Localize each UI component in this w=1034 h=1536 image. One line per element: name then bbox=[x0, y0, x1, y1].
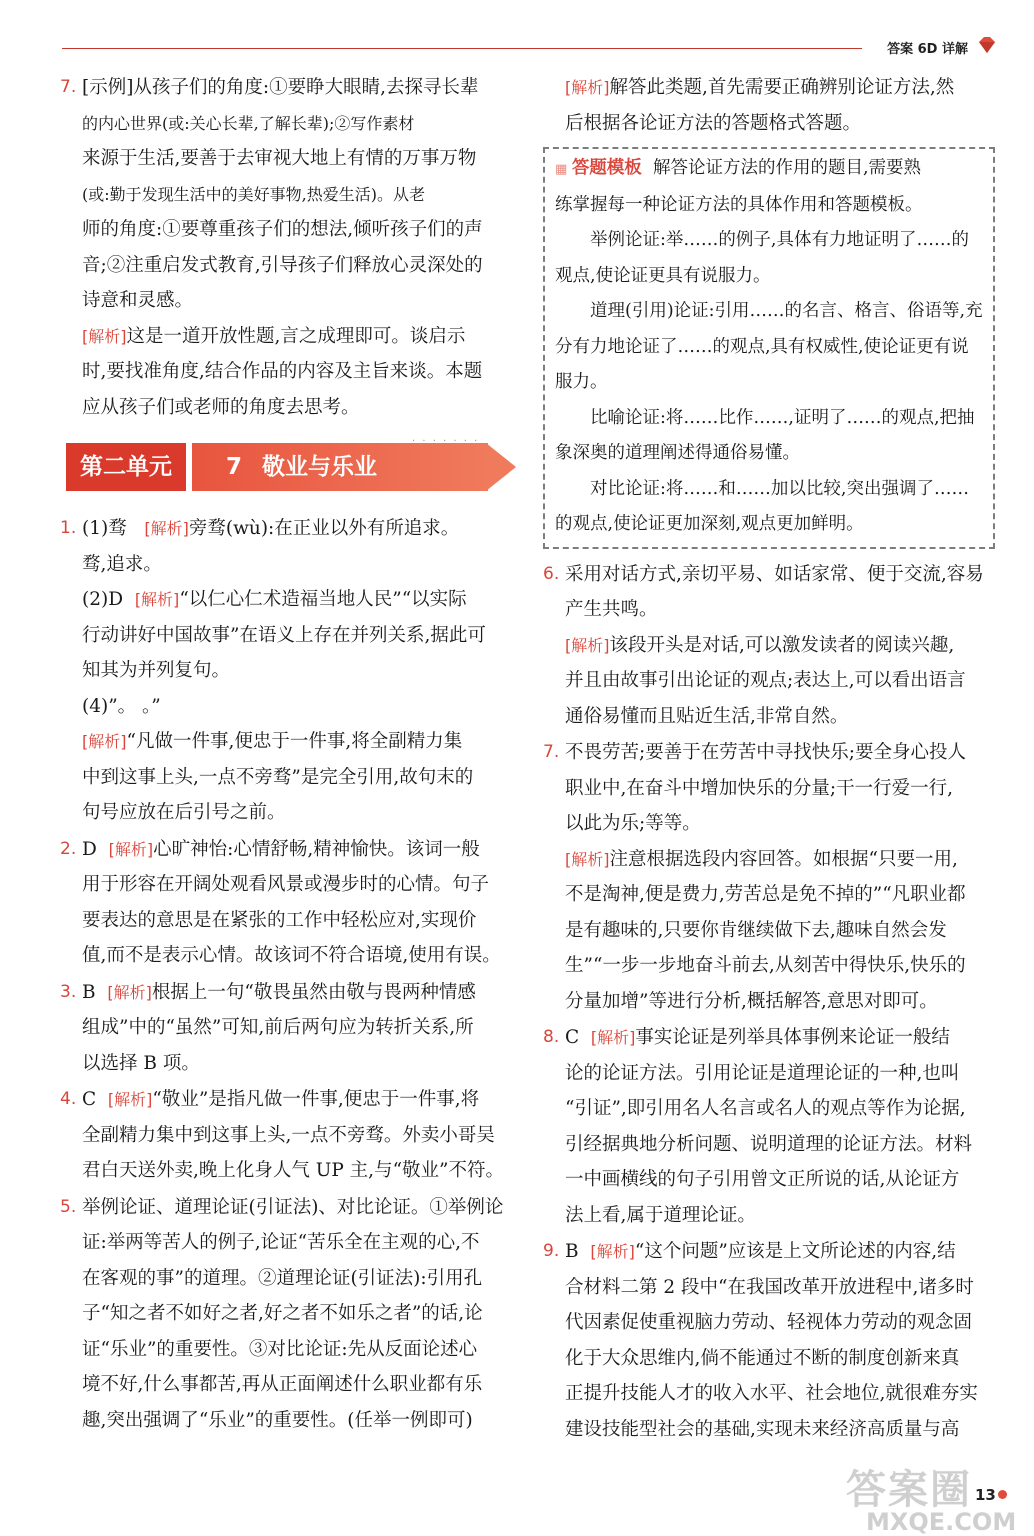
right-column bbox=[543, 70, 995, 1448]
text-line: 是有趣味的,只要你肯继续做下去,趣味自然会发 bbox=[565, 919, 947, 941]
template-paragraph: 比喻论证:将……比作……,证明了……的观点,把抽象深奥的道理阐述得通俗易懂。 bbox=[555, 407, 975, 463]
analysis-tag: [解析] bbox=[565, 78, 610, 97]
watermark-top: 答案圈 bbox=[846, 1467, 972, 1513]
analysis bbox=[82, 319, 522, 426]
page-number bbox=[975, 1486, 1007, 1504]
text-line: 以选择 B 项。 bbox=[82, 1052, 200, 1074]
text-line: [示例]从孩子们的角度:①要睁大眼睛,去探寻长辈 bbox=[82, 77, 479, 98]
question-number: 9. bbox=[543, 1241, 560, 1261]
text-line: 生”“一步一步地奋斗前去,从刻苦中得快乐,快乐的 bbox=[565, 955, 966, 976]
banner-dots: · · · · · · · bbox=[412, 436, 480, 447]
unit-banner bbox=[66, 437, 522, 497]
text-line: 来源于生活,要善于去审视大地上有情的万事万物 bbox=[82, 148, 477, 169]
text-line: 分量加增”等进行分析,概括解答,意思对即可。 bbox=[565, 990, 938, 1012]
answer-choice: C bbox=[82, 1089, 97, 1110]
text-line: “引证”,即引用名人名言或名人的观点等作为论据, bbox=[565, 1098, 966, 1119]
answer-3 bbox=[60, 975, 522, 1082]
text-line: 值,而不是表示心情。故该词不符合语境,使用有误。 bbox=[82, 945, 501, 966]
text-line: 合材料二第 2 段中“在我国改革开放进程中,诸多时 bbox=[565, 1276, 974, 1298]
answer-choice: D bbox=[82, 838, 97, 860]
answer-7 bbox=[543, 735, 995, 1019]
answer-choice: C bbox=[565, 1027, 580, 1048]
text-line: 的内心世界(或:关心长辈,了解长辈);②写作素材 bbox=[82, 113, 415, 133]
text-line: 证“乐业”的重要性。③对比论证:先从反面论述心 bbox=[82, 1338, 478, 1360]
text-line: 骛,追求。 bbox=[82, 553, 162, 575]
analysis-tag: [解析] bbox=[108, 839, 154, 859]
text-line: 并且由故事引出论证的观点;表达上,可以看出语言 bbox=[565, 670, 966, 691]
text-line: 产生共鸣。 bbox=[565, 599, 658, 620]
banner-arrow bbox=[486, 443, 516, 491]
header-brand: 答案 6D 详解 bbox=[887, 42, 968, 57]
question-number: 7. bbox=[543, 742, 560, 762]
analysis-tag: [解析] bbox=[107, 982, 152, 1002]
text-line: 正提升技能人才的收入水平、社会地位,就很难夯实 bbox=[565, 1383, 978, 1404]
sub-answer: (1)骛 bbox=[82, 518, 127, 539]
text-line: 旁骛(wù):在正业以外有所追求。 bbox=[188, 518, 460, 539]
question-number: 6. bbox=[543, 563, 560, 584]
text-line: 后根据各论证方法的答题格式答题。 bbox=[565, 112, 862, 134]
question-number: 1. bbox=[60, 518, 77, 538]
analysis-tag: [解析] bbox=[565, 849, 610, 869]
text-line: 不畏劳苦;要善于在劳苦中寻找快乐;要全身心投人 bbox=[565, 742, 966, 763]
text-line: 不是淘神,便是费力,劳苦总是免不掉的”“凡职业都 bbox=[565, 884, 966, 905]
text-line: 趣,突出强调了“乐业”的重要性。(任举一例即可) bbox=[82, 1409, 473, 1431]
answer-1 bbox=[60, 511, 522, 831]
text-line: “以仁心仁术造福当地人民”“以实际 bbox=[179, 589, 467, 610]
sub-answer: (4)”。 。” bbox=[82, 695, 161, 717]
page-number-text: 13 bbox=[975, 1486, 996, 1504]
answer-text bbox=[82, 70, 522, 319]
analysis-tag: [解析] bbox=[82, 326, 127, 346]
text-line: 君白天送外卖,晚上化身人气 UP 主,与“敬业”不符。 bbox=[82, 1160, 504, 1181]
question-number: 3. bbox=[60, 981, 77, 1002]
text-line: “凡做一件事,便忠于一件事,将全副精力集 bbox=[126, 731, 463, 752]
lesson-title bbox=[192, 443, 488, 491]
text-line: 代因素促使重视脑力劳动、轻视体力劳动的观念固 bbox=[565, 1312, 973, 1333]
text-line: 法上看,属于道理论证。 bbox=[565, 1204, 756, 1226]
text-line: 化于大众思维内,倘不能通过不断的制度创新来真 bbox=[565, 1347, 960, 1369]
sub-answer: (2)D bbox=[82, 589, 124, 610]
text-line: 证:举两等苦人的例子,论证“苦乐全在主观的心,不 bbox=[82, 1232, 480, 1253]
analysis-tag: [解析] bbox=[82, 732, 127, 751]
analysis-tag: [解析] bbox=[134, 590, 180, 609]
lesson-number: 7 bbox=[226, 454, 243, 480]
analysis-tag: [解析] bbox=[590, 1242, 635, 1261]
text-line: 解答此类题,首先需要正确辨别论证方法,然 bbox=[609, 77, 955, 98]
analysis-tag: [解析] bbox=[107, 1090, 153, 1109]
answer-choice: B bbox=[82, 981, 96, 1003]
watermark-bottom: MXQE.COM bbox=[866, 1508, 1017, 1536]
text-line: 引经据典地分析问题、说明道理的论证方法。材料 bbox=[565, 1133, 973, 1155]
answer-9 bbox=[543, 1234, 995, 1447]
text-line: 采用对话方式,亲切平易、如话家常、便于交流,容易 bbox=[565, 563, 984, 585]
question-number: 5. bbox=[60, 1196, 77, 1217]
text-line: “敬业”是指凡做一件事,便忠于一件事,将 bbox=[152, 1089, 480, 1110]
text-line: 论的论证方法。引用论证是道理论证的一种,也叫 bbox=[565, 1062, 960, 1084]
header-rule bbox=[62, 48, 862, 49]
text-line: 解答论证方法的作用的题目,需要熟 bbox=[652, 158, 922, 178]
question-number: 2. bbox=[60, 838, 77, 859]
page-dot-icon bbox=[998, 1490, 1007, 1499]
text-line: 境不好,什么事都苦,再从正面阐述什么职业都有乐 bbox=[82, 1374, 483, 1395]
template-paragraph: 举例论证:举……的例子,具体有力地证明了……的观点,使论证更具有说服力。 bbox=[555, 230, 969, 286]
text-line: “这个问题”应该是上文所论述的内容,结 bbox=[634, 1241, 956, 1262]
answer-8 bbox=[543, 1020, 995, 1233]
template-heading: ▦ 答题模板 bbox=[555, 158, 642, 178]
text-line: 行动讲好中国故事”在语义上存在并列关系,据此可 bbox=[82, 624, 486, 646]
text-line: 一中画横线的句子引用曾文正所说的话,从论证方 bbox=[565, 1169, 960, 1190]
text-line: 用于形容在开阔处观看风景或漫步时的心情。句子 bbox=[82, 874, 490, 895]
answer-7 bbox=[60, 70, 522, 425]
analysis-tag: [解析] bbox=[144, 519, 189, 538]
text-line: 时,要找准角度,结合作品的内容及主旨来谈。本题 bbox=[82, 361, 483, 382]
text-line: 子“知之者不如好之者,好之者不如乐之者”的话,论 bbox=[82, 1303, 483, 1324]
gem-logo-icon bbox=[976, 36, 998, 54]
template-paragraph: 道理(引用)论证:引用……的名言、格言、俗语等,充分有力地论证了……的观点,具有权威性,使论证更有说服力。 bbox=[555, 301, 983, 392]
text-line: 要表达的意思是在紧张的工作中轻松应对,实现价 bbox=[82, 909, 477, 931]
lesson-name: 敬业与乐业 bbox=[262, 454, 378, 480]
text-line: 职业中,在奋斗中增加快乐的分量;干一行爱一行, bbox=[565, 777, 953, 799]
answer-6 bbox=[543, 557, 995, 735]
analysis-tag: [解析] bbox=[590, 1028, 636, 1047]
question-number: 4. bbox=[60, 1089, 77, 1109]
text-line: 组成”中的“虽然”可知,前后两句应为转折关系,所 bbox=[82, 1017, 474, 1038]
text-line: 在客观的事”的道理。②道理论证(引证法):引用孔 bbox=[82, 1267, 483, 1289]
answer-template-box bbox=[543, 147, 995, 549]
text-line: 句号应放在后引号之前。 bbox=[82, 802, 286, 823]
answer-5-analysis bbox=[543, 70, 995, 141]
unit-label: 第二单元 bbox=[66, 443, 186, 491]
text-line: 练掌握每一种论证方法的具体作用和答题模板。 bbox=[555, 194, 923, 215]
page-header bbox=[62, 36, 1002, 58]
text-line: 举例论证、道理论证(引证法)、对比论证。①举例论 bbox=[82, 1196, 504, 1218]
text-line: 音;②注重启发式教育,引导孩子们释放心灵深处的 bbox=[82, 254, 483, 276]
text-line: 注意根据选段内容回答。如根据“只要一用, bbox=[609, 848, 958, 870]
text-line: 应从孩子们或老师的角度去思考。 bbox=[82, 396, 360, 418]
analysis-tag: [解析] bbox=[565, 635, 610, 655]
text-line: 心旷神怡:心情舒畅,精神愉快。该词一般 bbox=[153, 838, 480, 860]
answer-2 bbox=[60, 832, 522, 974]
left-column bbox=[60, 70, 522, 1439]
text-line: 该段开头是对话,可以激发读者的阅读兴趣, bbox=[609, 634, 955, 656]
question-number: 8. bbox=[543, 1027, 560, 1047]
text-line: 根据上一句“敬畏虽然由敬与畏两种情感 bbox=[151, 981, 476, 1003]
text-line: 这是一道开放性题,言之成理即可。谈启示 bbox=[126, 325, 466, 347]
text-line: 师的角度:①要尊重孩子们的想法,倾听孩子们的声 bbox=[82, 219, 483, 240]
template-paragraph: 对比论证:将……和……加以比较,突出强调了……的观点,使论证更加深刻,观点更加鲜明。 bbox=[555, 478, 969, 534]
text-line: 建设技能型社会的基础,实现未来经济高质量与高 bbox=[565, 1418, 960, 1440]
text-line: 事实论证是列举具体事例来论证一般结 bbox=[635, 1027, 950, 1048]
text-line: 通俗易懂而且贴近生活,非常自然。 bbox=[565, 705, 849, 727]
text-line: 以此为乐;等等。 bbox=[565, 813, 701, 834]
answer-choice: B bbox=[565, 1241, 579, 1262]
answer-5 bbox=[60, 1190, 522, 1439]
text-line: 知其为并列复句。 bbox=[82, 660, 231, 681]
text-line: 诗意和灵感。 bbox=[82, 290, 194, 311]
text-line: (或:勤于发现生活中的美好事物,热爱生活)。从老 bbox=[82, 184, 425, 204]
text-line: 中到这事上头,一点不旁骛”是完全引用,故句末的 bbox=[82, 766, 474, 788]
answer-4 bbox=[60, 1082, 522, 1189]
text-line: 全副精力集中到这事上头,一点不旁骛。外卖小哥吴 bbox=[82, 1124, 495, 1146]
question-number: 7. bbox=[60, 77, 77, 97]
